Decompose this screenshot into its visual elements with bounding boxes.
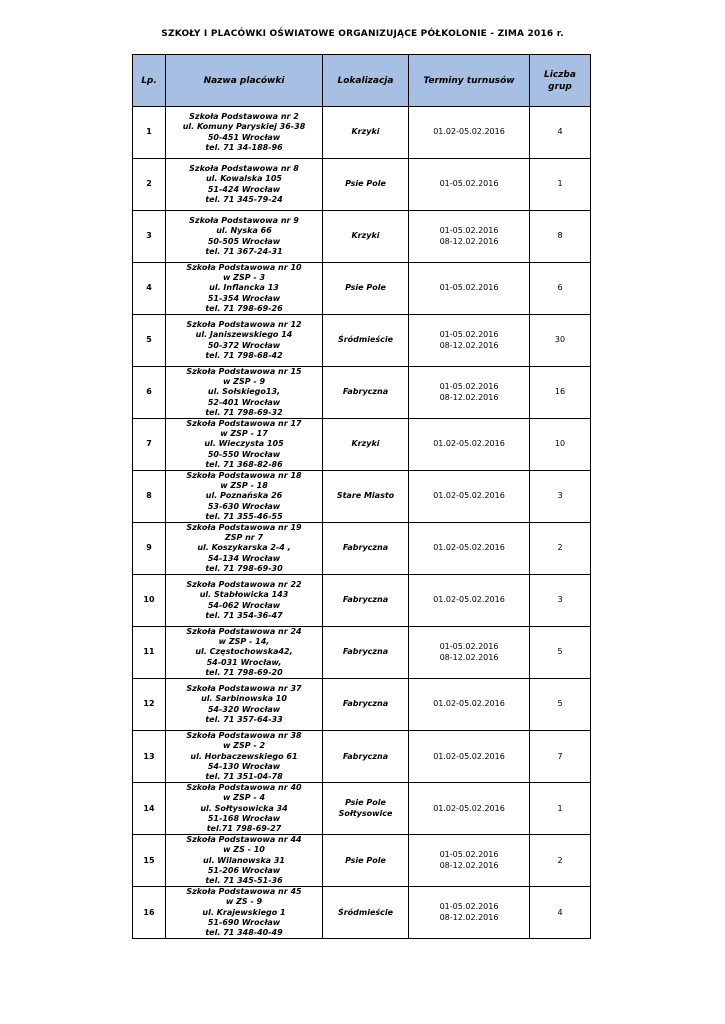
school-info-line: Szkoła Podstawowa nr 24: [186, 627, 302, 637]
school-info-line: tel. 71 355-46-55: [205, 511, 283, 521]
groups-count: 6: [530, 263, 591, 315]
date-range: 01.02-05.02.2016: [433, 751, 505, 761]
dates-cell: [409, 315, 530, 367]
school-info-line: w ZSP - 2: [222, 741, 266, 751]
date-range: 08-12.02.2016: [439, 912, 499, 922]
school-info-line: w ZSP - 9: [222, 377, 266, 387]
row-number: 11: [133, 627, 166, 679]
table-row: [133, 835, 591, 887]
groups-count: 1: [530, 783, 591, 835]
school-name-cell: [166, 731, 323, 783]
header-location: Lokalizacja: [323, 55, 409, 107]
location-line: Krzyki: [351, 439, 380, 449]
location-cell: [323, 627, 409, 679]
document-title: SZKOŁY I PLACÓWKI OŚWIATOWE ORGANIZUJĄCE PÓŁKOLONIE - ZIMA 2016 r.: [161, 29, 564, 39]
groups-count: 5: [530, 627, 591, 679]
groups-count: 5: [530, 679, 591, 731]
school-name-cell: [166, 523, 323, 575]
dates-cell: [409, 419, 530, 471]
school-info-line: ul. Komuny Paryskiej 36-38: [182, 122, 306, 132]
date-range: 01.02-05.02.2016: [433, 595, 505, 605]
date-range: 01.02-05.02.2016: [433, 439, 505, 449]
school-name-cell: [166, 211, 323, 263]
header-lp: Lp.: [133, 55, 166, 107]
table-row: [133, 679, 591, 731]
school-info-line: Szkoła Podstawowa nr 17: [186, 419, 302, 429]
school-info-line: tel. 71 798-69-20: [205, 667, 283, 677]
school-name-cell: [166, 783, 323, 835]
location-cell: [323, 679, 409, 731]
school-info-line: 51-354 Wrocław: [207, 293, 281, 303]
table-row: [133, 315, 591, 367]
location-line: Krzyki: [351, 231, 380, 241]
date-range: 01-05.02.2016: [439, 902, 499, 912]
school-info-line: 50-505 Wrocław: [207, 236, 281, 246]
location-line: Śródmieście: [337, 335, 394, 345]
table-row: [133, 575, 591, 627]
row-number: 4: [133, 263, 166, 315]
row-number: 8: [133, 471, 166, 523]
date-range: 08-12.02.2016: [439, 236, 499, 246]
school-info-line: ul. Krajewskiego 1: [202, 907, 286, 917]
school-info-line: ul. Sarbinowska 10: [201, 694, 287, 704]
dates-cell: [409, 471, 530, 523]
location-line: Psie Pole: [345, 179, 386, 189]
school-info-line: tel. 71 345-51-36: [205, 875, 283, 885]
date-range: 01.02-05.02.2016: [433, 127, 505, 137]
school-info-line: ul. Poznańska 26: [205, 491, 283, 501]
school-info-line: 51-690 Wrocław: [207, 917, 281, 927]
school-info-line: 54-062 Wrocław: [207, 600, 281, 610]
school-name-cell: [166, 887, 323, 939]
row-number: 9: [133, 523, 166, 575]
school-name-cell: [166, 315, 323, 367]
school-name-cell: [166, 419, 323, 471]
school-info-line: tel. 71 354-36-47: [205, 610, 283, 620]
school-info-line: Szkoła Podstawowa nr 37: [186, 684, 302, 694]
groups-count: 3: [530, 575, 591, 627]
location-cell: [323, 263, 409, 315]
location-line: Fabryczna: [342, 595, 389, 605]
school-name-cell: [166, 159, 323, 211]
date-range: 08-12.02.2016: [439, 652, 499, 662]
groups-count: 3: [530, 471, 591, 523]
date-range: 01.02-05.02.2016: [433, 699, 505, 709]
school-info-line: ul. Wieczysta 105: [204, 439, 284, 449]
location-line: Śródmieście: [337, 907, 394, 917]
schools-table: [132, 54, 591, 939]
school-info-line: Szkoła Podstawowa nr 45: [186, 887, 302, 897]
school-name-cell: [166, 627, 323, 679]
school-info-line: 54-320 Wrocław: [207, 704, 281, 714]
location-line: Fabryczna: [342, 647, 389, 657]
location-line: Stare Miasto: [336, 491, 395, 501]
location-cell: [323, 575, 409, 627]
location-line: Fabryczna: [342, 751, 389, 761]
table-row: [133, 263, 591, 315]
school-info-line: ul. Inflancka 13: [209, 283, 279, 293]
table-row: [133, 159, 591, 211]
row-number: 7: [133, 419, 166, 471]
groups-count: 4: [530, 887, 591, 939]
header-groups: Liczba grup: [530, 55, 591, 107]
school-info-line: ul. Wilanowska 31: [203, 855, 285, 865]
school-info-line: w ZSP - 18: [220, 481, 268, 491]
school-info-line: Szkoła Podstawowa nr 18: [186, 471, 302, 481]
school-info-line: 54-134 Wrocław: [207, 553, 281, 563]
location-cell: [323, 523, 409, 575]
date-range: 01.02-05.02.2016: [433, 543, 505, 553]
table-row: [133, 783, 591, 835]
table-row: [133, 107, 591, 159]
table-row: [133, 523, 591, 575]
school-info-line: ul. Kowalska 105: [205, 174, 282, 184]
groups-count: 10: [530, 419, 591, 471]
location-cell: [323, 159, 409, 211]
school-info-line: ul. Sołskiego13,: [207, 387, 281, 397]
school-info-line: Szkoła Podstawowa nr 9: [189, 216, 299, 226]
groups-count: 1: [530, 159, 591, 211]
table-row: [133, 731, 591, 783]
school-info-line: ul. Koszykarska 2-4 ,: [197, 543, 291, 553]
school-info-line: ul. Stabłowicka 143: [199, 590, 289, 600]
location-cell: [323, 315, 409, 367]
dates-cell: [409, 627, 530, 679]
school-name-cell: [166, 263, 323, 315]
table-header-row: [133, 55, 591, 107]
row-number: 16: [133, 887, 166, 939]
school-info-line: Szkoła Podstawowa nr 15: [186, 367, 302, 377]
row-number: 6: [133, 367, 166, 419]
date-range: 01.02-05.02.2016: [433, 491, 505, 501]
school-info-line: 51-206 Wrocław: [207, 865, 281, 875]
table-row: [133, 471, 591, 523]
school-info-line: w ZS - 9: [225, 897, 263, 907]
school-info-line: tel. 71 351-04-78: [205, 771, 283, 781]
dates-cell: [409, 731, 530, 783]
date-range: 01-05.02.2016: [439, 850, 499, 860]
school-info-line: tel. 71 367-24-31: [205, 246, 283, 256]
school-info-line: w ZSP - 17: [220, 429, 268, 439]
school-info-line: Szkoła Podstawowa nr 19: [186, 523, 302, 533]
location-cell: [323, 887, 409, 939]
header-name: Nazwa placówki: [166, 55, 323, 107]
groups-count: 2: [530, 523, 591, 575]
location-cell: [323, 107, 409, 159]
location-line: Fabryczna: [342, 387, 389, 397]
dates-cell: [409, 523, 530, 575]
row-number: 3: [133, 211, 166, 263]
dates-cell: [409, 783, 530, 835]
location-cell: [323, 367, 409, 419]
date-range: 08-12.02.2016: [439, 860, 499, 870]
date-range: 08-12.02.2016: [439, 392, 499, 402]
row-number: 2: [133, 159, 166, 211]
school-info-line: tel. 71 348-40-49: [205, 927, 283, 937]
date-range: 01-05.02.2016: [439, 283, 499, 293]
school-info-line: Szkoła Podstawowa nr 22: [186, 580, 302, 590]
school-name-cell: [166, 835, 323, 887]
school-info-line: 51-168 Wrocław: [207, 813, 281, 823]
school-info-line: ul. Horbaczewskiego 61: [190, 751, 298, 761]
school-name-cell: [166, 471, 323, 523]
row-number: 15: [133, 835, 166, 887]
school-info-line: tel. 71 798-69-32: [205, 407, 283, 417]
school-info-line: 50-550 Wrocław: [207, 449, 281, 459]
dates-cell: [409, 263, 530, 315]
location-cell: [323, 783, 409, 835]
location-cell: [323, 731, 409, 783]
row-number: 5: [133, 315, 166, 367]
date-range: 01-05.02.2016: [439, 226, 499, 236]
school-info-line: ul. Częstochowska42,: [195, 647, 293, 657]
school-info-line: tel. 71 357-64-33: [205, 714, 283, 724]
dates-cell: [409, 367, 530, 419]
school-info-line: w ZSP - 3: [222, 273, 266, 283]
school-info-line: 54-130 Wrocław: [207, 761, 281, 771]
school-info-line: 52-401 Wrocław: [207, 397, 281, 407]
date-range: 08-12.02.2016: [439, 340, 499, 350]
school-info-line: Szkoła Podstawowa nr 2: [189, 112, 299, 122]
school-info-line: tel. 71 798-69-26: [205, 303, 283, 313]
groups-count: 7: [530, 731, 591, 783]
date-range: 01-05.02.2016: [439, 642, 499, 652]
table-row: [133, 627, 591, 679]
school-info-line: Szkoła Podstawowa nr 38: [186, 731, 302, 741]
location-line: Psie Pole: [345, 855, 386, 865]
school-name-cell: [166, 367, 323, 419]
school-info-line: 50-451 Wrocław: [207, 132, 281, 142]
school-info-line: Szkoła Podstawowa nr 10: [186, 263, 302, 272]
groups-count: 30: [530, 315, 591, 367]
row-number: 13: [133, 731, 166, 783]
school-info-line: tel. 71 345-79-24: [205, 194, 283, 204]
location-line: Fabryczna: [342, 543, 389, 553]
school-info-line: ul. Nyska 66: [216, 226, 272, 236]
groups-count: 2: [530, 835, 591, 887]
table-row: [133, 211, 591, 263]
row-number: 14: [133, 783, 166, 835]
groups-count: 16: [530, 367, 591, 419]
location-cell: [323, 211, 409, 263]
school-info-line: Szkoła Podstawowa nr 44: [186, 835, 302, 845]
school-info-line: 51-424 Wrocław: [207, 184, 281, 194]
date-range: 01-05.02.2016: [439, 330, 499, 340]
table-row: [133, 419, 591, 471]
school-info-line: Szkoła Podstawowa nr 8: [189, 164, 299, 174]
table-row: [133, 887, 591, 939]
row-number: 12: [133, 679, 166, 731]
row-number: 10: [133, 575, 166, 627]
school-info-line: ul. Sołtysowicka 34: [200, 803, 288, 813]
groups-count: 8: [530, 211, 591, 263]
header-dates: Terminy turnusów: [409, 55, 530, 107]
school-info-line: Szkoła Podstawowa nr 40: [186, 783, 302, 793]
school-info-line: Szkoła Podstawowa nr 12: [186, 320, 302, 330]
dates-cell: [409, 211, 530, 263]
groups-count: 4: [530, 107, 591, 159]
school-info-line: w ZS - 10: [223, 845, 265, 855]
school-info-line: w ZSP - 14,: [218, 637, 270, 647]
dates-cell: [409, 575, 530, 627]
dates-cell: [409, 835, 530, 887]
school-info-line: 54-031 Wrocław,: [206, 657, 282, 667]
location-line: Krzyki: [351, 127, 380, 137]
location-cell: [323, 471, 409, 523]
school-name-cell: [166, 575, 323, 627]
date-range: 01.02-05.02.2016: [433, 803, 505, 813]
school-name-cell: [166, 107, 323, 159]
dates-cell: [409, 107, 530, 159]
table-row: [133, 367, 591, 419]
school-info-line: tel. 71 34-188-96: [205, 142, 283, 152]
row-number: 1: [133, 107, 166, 159]
school-info-line: tel. 71 798-68-42: [205, 350, 283, 360]
date-range: 01-05.02.2016: [439, 382, 499, 392]
dates-cell: [409, 679, 530, 731]
school-info-line: tel. 71 368-82-86: [205, 459, 283, 469]
location-line: Sołtysowice: [338, 808, 393, 818]
school-info-line: tel.71 798-69-27: [206, 823, 282, 833]
school-info-line: tel. 71 798-69-30: [205, 563, 283, 573]
location-line: Psie Pole: [345, 798, 386, 808]
location-cell: [323, 419, 409, 471]
dates-cell: [409, 159, 530, 211]
location-line: Psie Pole: [345, 283, 386, 293]
school-name-cell: [166, 679, 323, 731]
school-info-line: ul. Janiszewskiego 14: [195, 330, 293, 340]
school-info-line: w ZSP - 4: [222, 793, 266, 803]
school-info-line: 53-630 Wrocław: [207, 501, 281, 511]
dates-cell: [409, 887, 530, 939]
date-range: 01-05.02.2016: [439, 179, 499, 189]
location-line: Fabryczna: [342, 699, 389, 709]
school-info-line: 50-372 Wrocław: [207, 340, 281, 350]
school-info-line: ZSP nr 7: [224, 533, 264, 543]
location-cell: [323, 835, 409, 887]
